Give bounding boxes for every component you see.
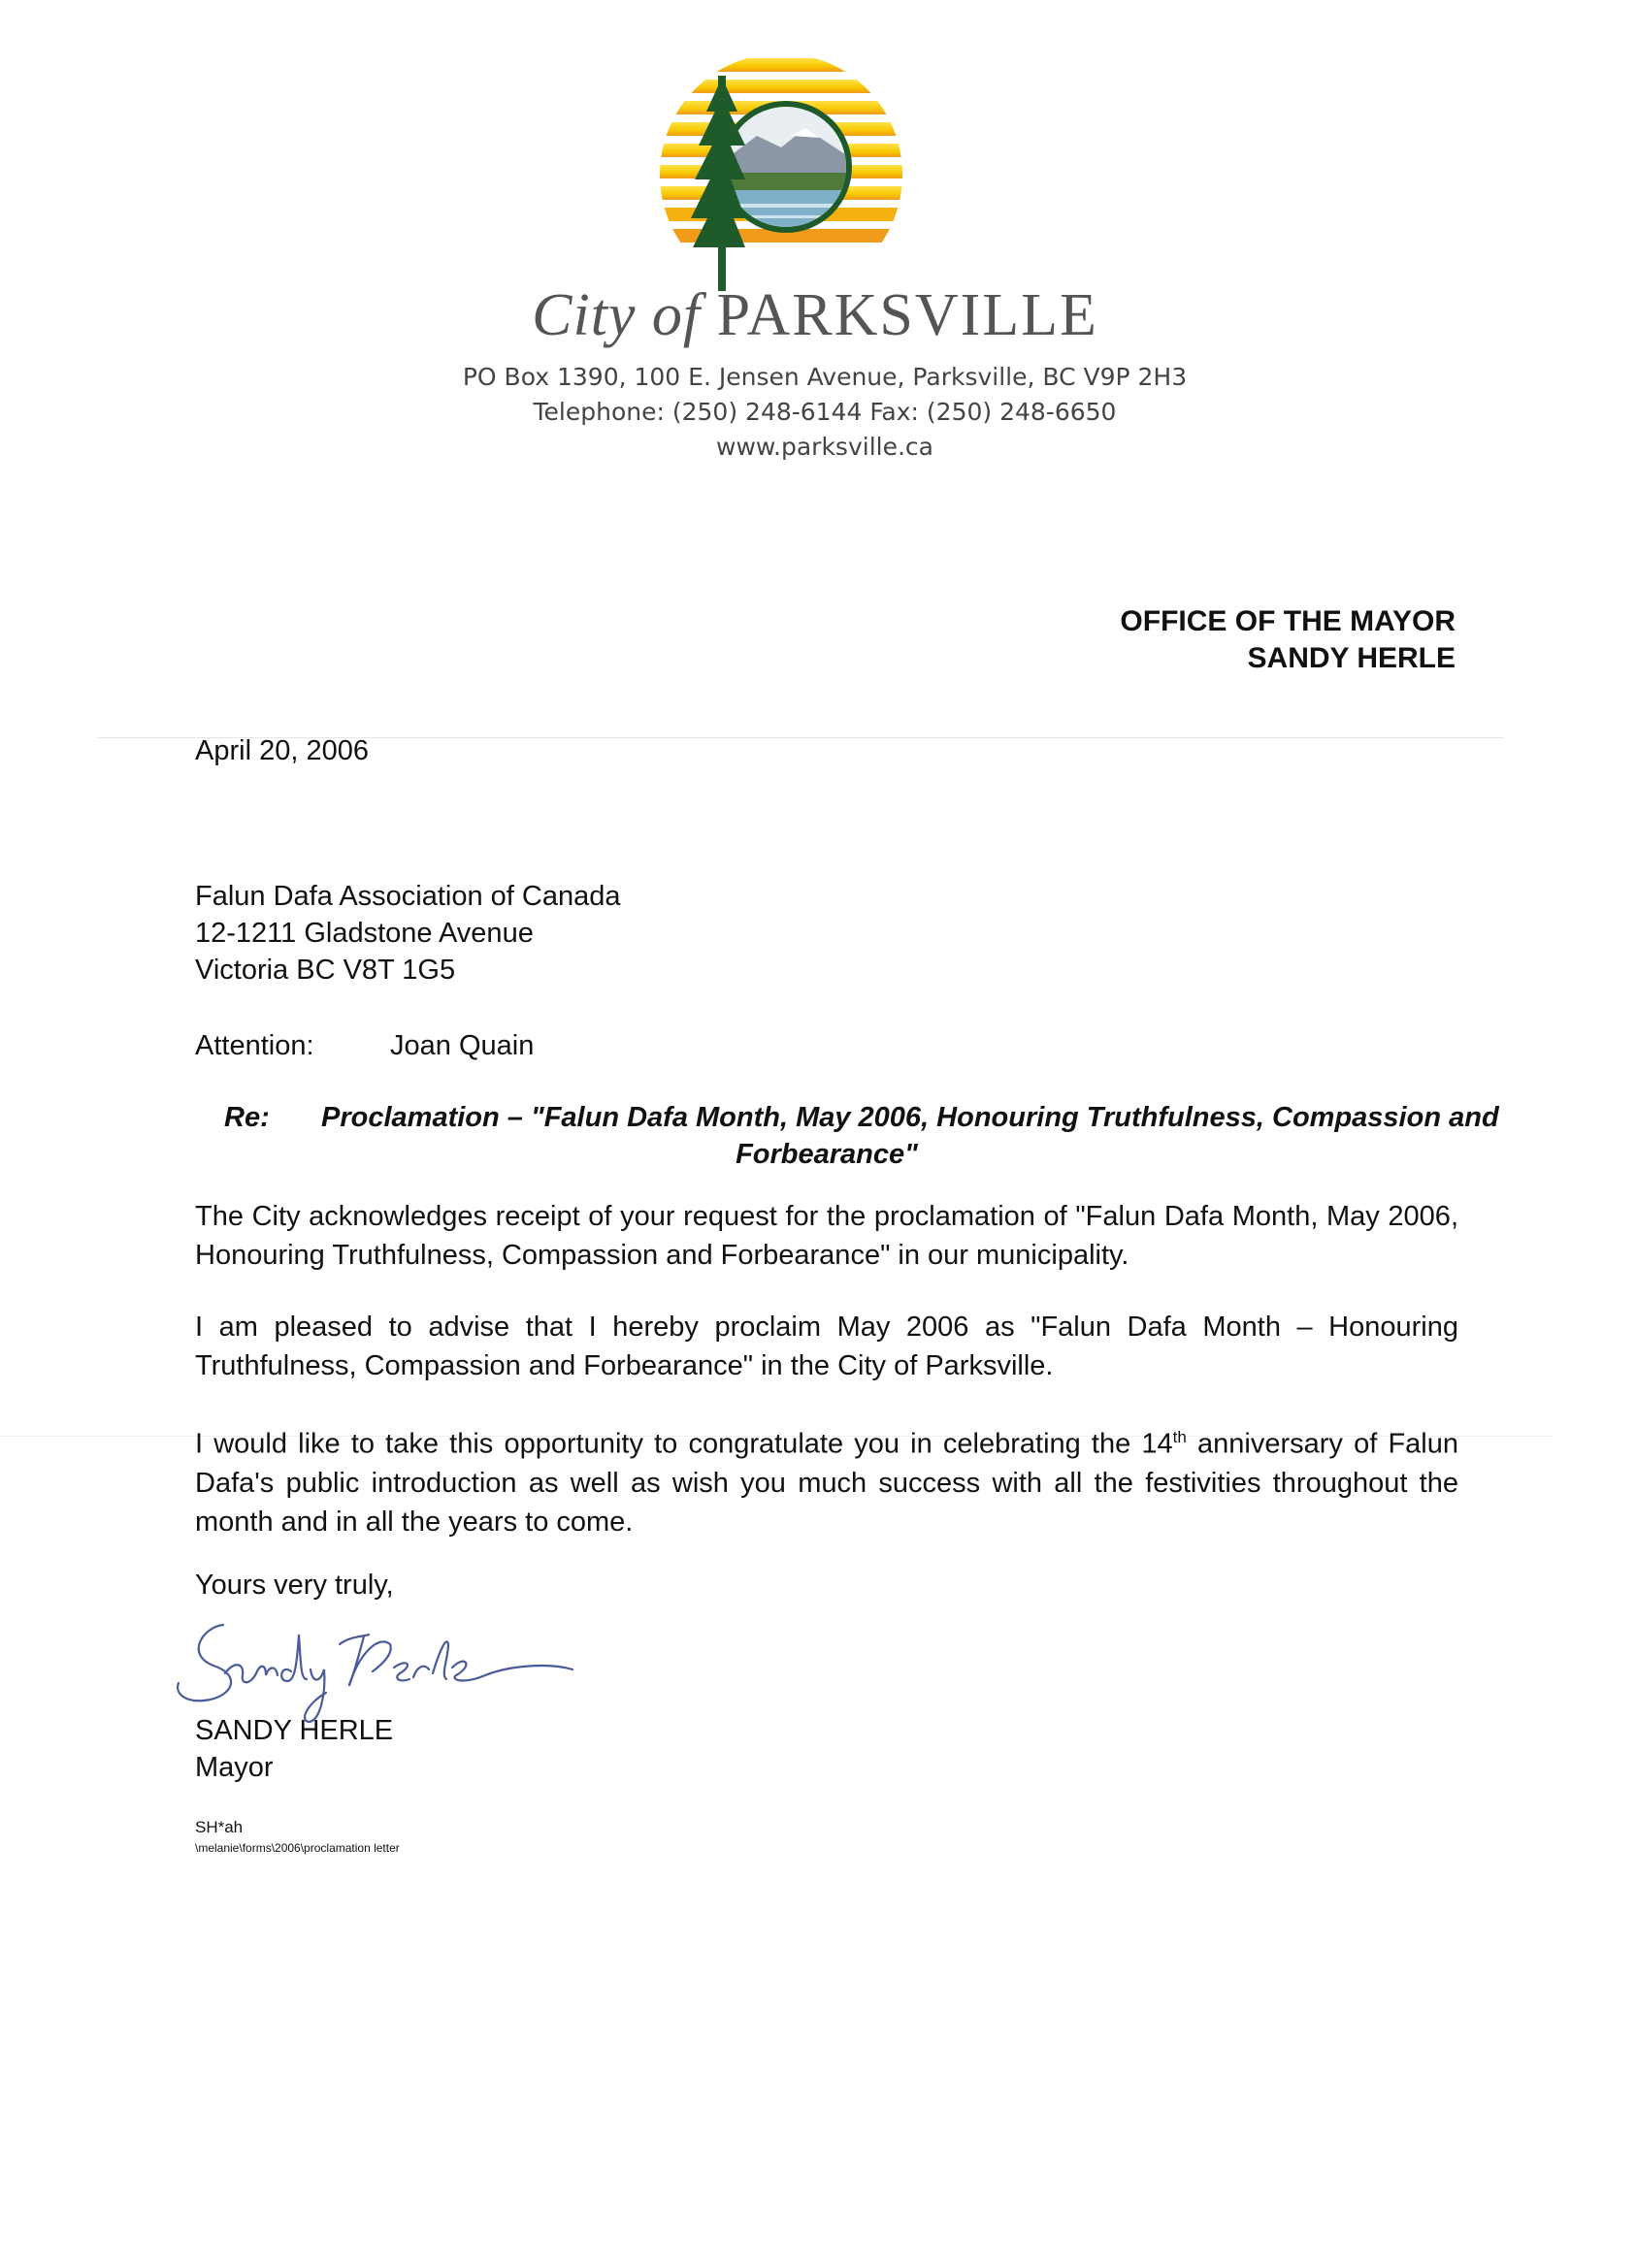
city-prefix: City of (532, 282, 702, 348)
letterhead-website: www.parksville.ca (716, 433, 933, 461)
subject-text-1: Proclamation – "Falun Dafa Month, May 2006, Honouring Truthfulness, Compassion and (321, 1102, 1499, 1133)
signatory-title: Mayor (195, 1752, 274, 1783)
letterhead-address: PO Box 1390, 100 E. Jensen Avenue, Parksville, BC V9P 2H3 (462, 363, 1188, 391)
closing-salutation: Yours very truly, (195, 1570, 394, 1601)
signature-image (165, 1615, 592, 1732)
recipient-line-1: Falun Dafa Association of Canada (195, 881, 621, 912)
body-paragraph-2: I am pleased to advise that I hereby proclaim May 2006 as "Falun Dafa Month – Honouring Truthfulness, Compassion and Forbearance" in the City of Parksville. (195, 1312, 1458, 1381)
recipient-line-2: 12-1211 Gladstone Avenue (195, 918, 534, 949)
attention-name: Joan Quain (390, 1030, 535, 1061)
typist-initials: SH*ah (195, 1818, 244, 1836)
city-name (466, 281, 1164, 350)
ordinal-suffix: th (1172, 1428, 1187, 1446)
office-title: OFFICE OF THE MAYOR (1120, 605, 1456, 637)
office-mayor-name: SANDY HERLE (1247, 642, 1456, 674)
body-paragraph-1: The City acknowledges receipt of your request for the proclamation of "Falun Dafa Month, May 2006, Honouring Truthfulness, Compassion and Forbearance" in our municipality. (195, 1201, 1458, 1271)
body-paragraph-3 (195, 1418, 1458, 1541)
body-p3-start: I would like to take this opportunity to congratulate you in celebrating the 14 (195, 1428, 1173, 1460)
file-path: \melanie\forms\2006\proclamation letter (195, 1841, 400, 1855)
subject-label: Re: (224, 1102, 270, 1133)
city-logo (621, 58, 932, 291)
body-p3-end: anniversary of Falun Dafa's public introduction as well as wish you much success with all the festivities throughout the month and in all the years to come. (195, 1428, 1458, 1538)
attention-label: Attention: (195, 1030, 314, 1061)
letter-date: April 20, 2006 (195, 735, 369, 766)
signatory-name: SANDY HERLE (195, 1715, 394, 1746)
letterhead-phone-fax: Telephone: (250) 248-6144 Fax: (250) 248-6650 (533, 398, 1117, 426)
recipient-line-3: Victoria BC V8T 1G5 (195, 955, 456, 986)
city-title: PARKSVILLE (716, 282, 1098, 348)
subject-text-2: Forbearance" (736, 1139, 918, 1170)
